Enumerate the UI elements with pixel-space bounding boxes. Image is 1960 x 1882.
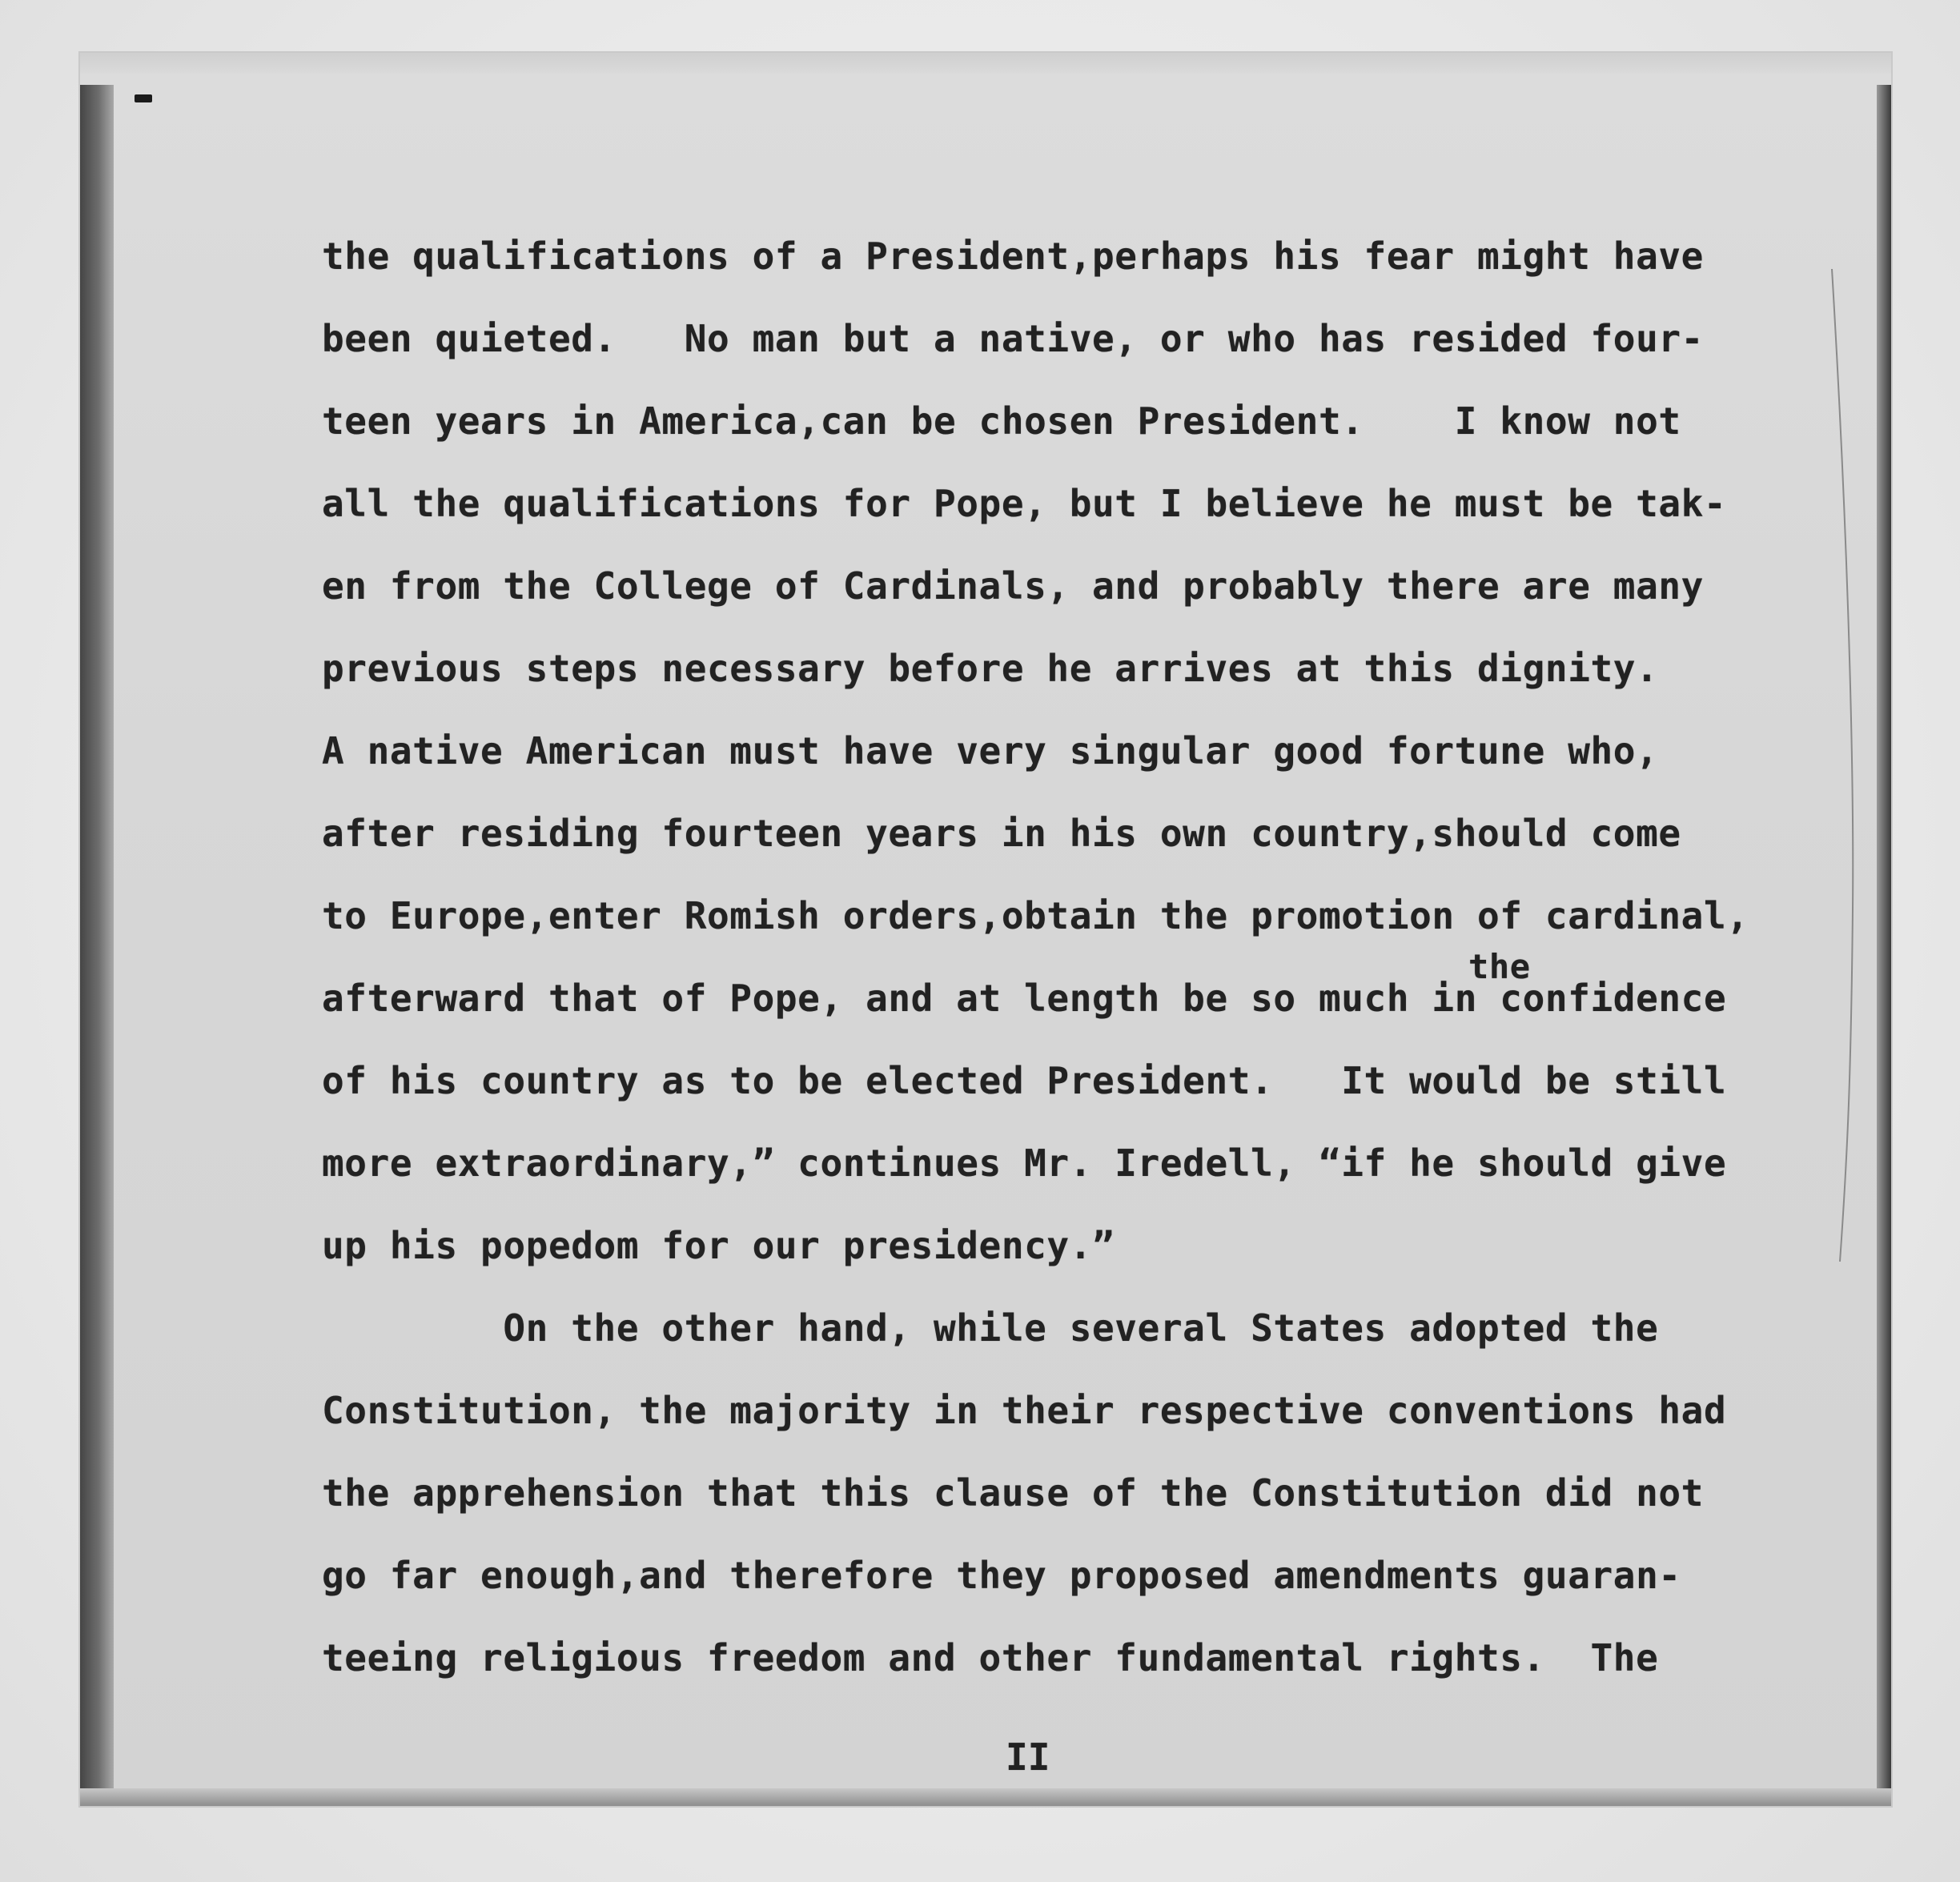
interlinear-insertion: the: [1468, 947, 1531, 986]
corner-ink-mark: [135, 94, 152, 102]
text-line-1: the qualifications of a President,perhaps his fear might have: [322, 235, 1704, 278]
paper-fold-line: [1830, 269, 1862, 1262]
text-line-11: of his country as to be elected President. It would be still: [322, 1059, 1727, 1102]
page-right-shadow: [1877, 85, 1891, 1790]
text-line-3: teen years in America,can be chosen President. I know not: [322, 399, 1681, 443]
text-line-9: to Europe,enter Romish orders,obtain the promotion of cardinal,: [322, 894, 1749, 937]
page-top-edge: [80, 53, 1891, 74]
text-line-8: after residing fourteen years in his own country,should come: [322, 812, 1681, 855]
text-line-2: been quieted. No man but a native, or who has resided four-: [322, 317, 1704, 360]
text-line-4: all the qualifications for Pope, but I believe he must be tak-: [322, 482, 1727, 525]
page-number: II: [1006, 1736, 1050, 1779]
text-line-13: up his popedom for our presidency.”: [322, 1224, 1115, 1267]
text-line-14: On the other hand, while several States adopted the: [322, 1306, 1659, 1350]
text-line-6: previous steps necessary before he arrives at this dignity.: [322, 647, 1659, 690]
text-line-7: A native American must have very singular good fortune who,: [322, 729, 1659, 772]
page-left-shadow: [80, 85, 114, 1798]
text-line-15: Constitution, the majority in their respective conventions had: [322, 1389, 1727, 1432]
text-line-18: teeing religious freedom and other fundamental rights. The: [322, 1636, 1659, 1679]
page-bottom-edge: [80, 1788, 1891, 1806]
text-line-16: the apprehension that this clause of the Constitution did not: [322, 1471, 1704, 1515]
text-line-5: en from the College of Cardinals, and probably there are many: [322, 564, 1704, 608]
text-line-12: more extraordinary,” continues Mr. Iredell, “if he should give: [322, 1142, 1727, 1185]
text-line-10: afterward that of Pope, and at length be so much in confidence: [322, 977, 1727, 1020]
text-line-17: go far enough,and therefore they proposed amendments guaran-: [322, 1554, 1681, 1597]
